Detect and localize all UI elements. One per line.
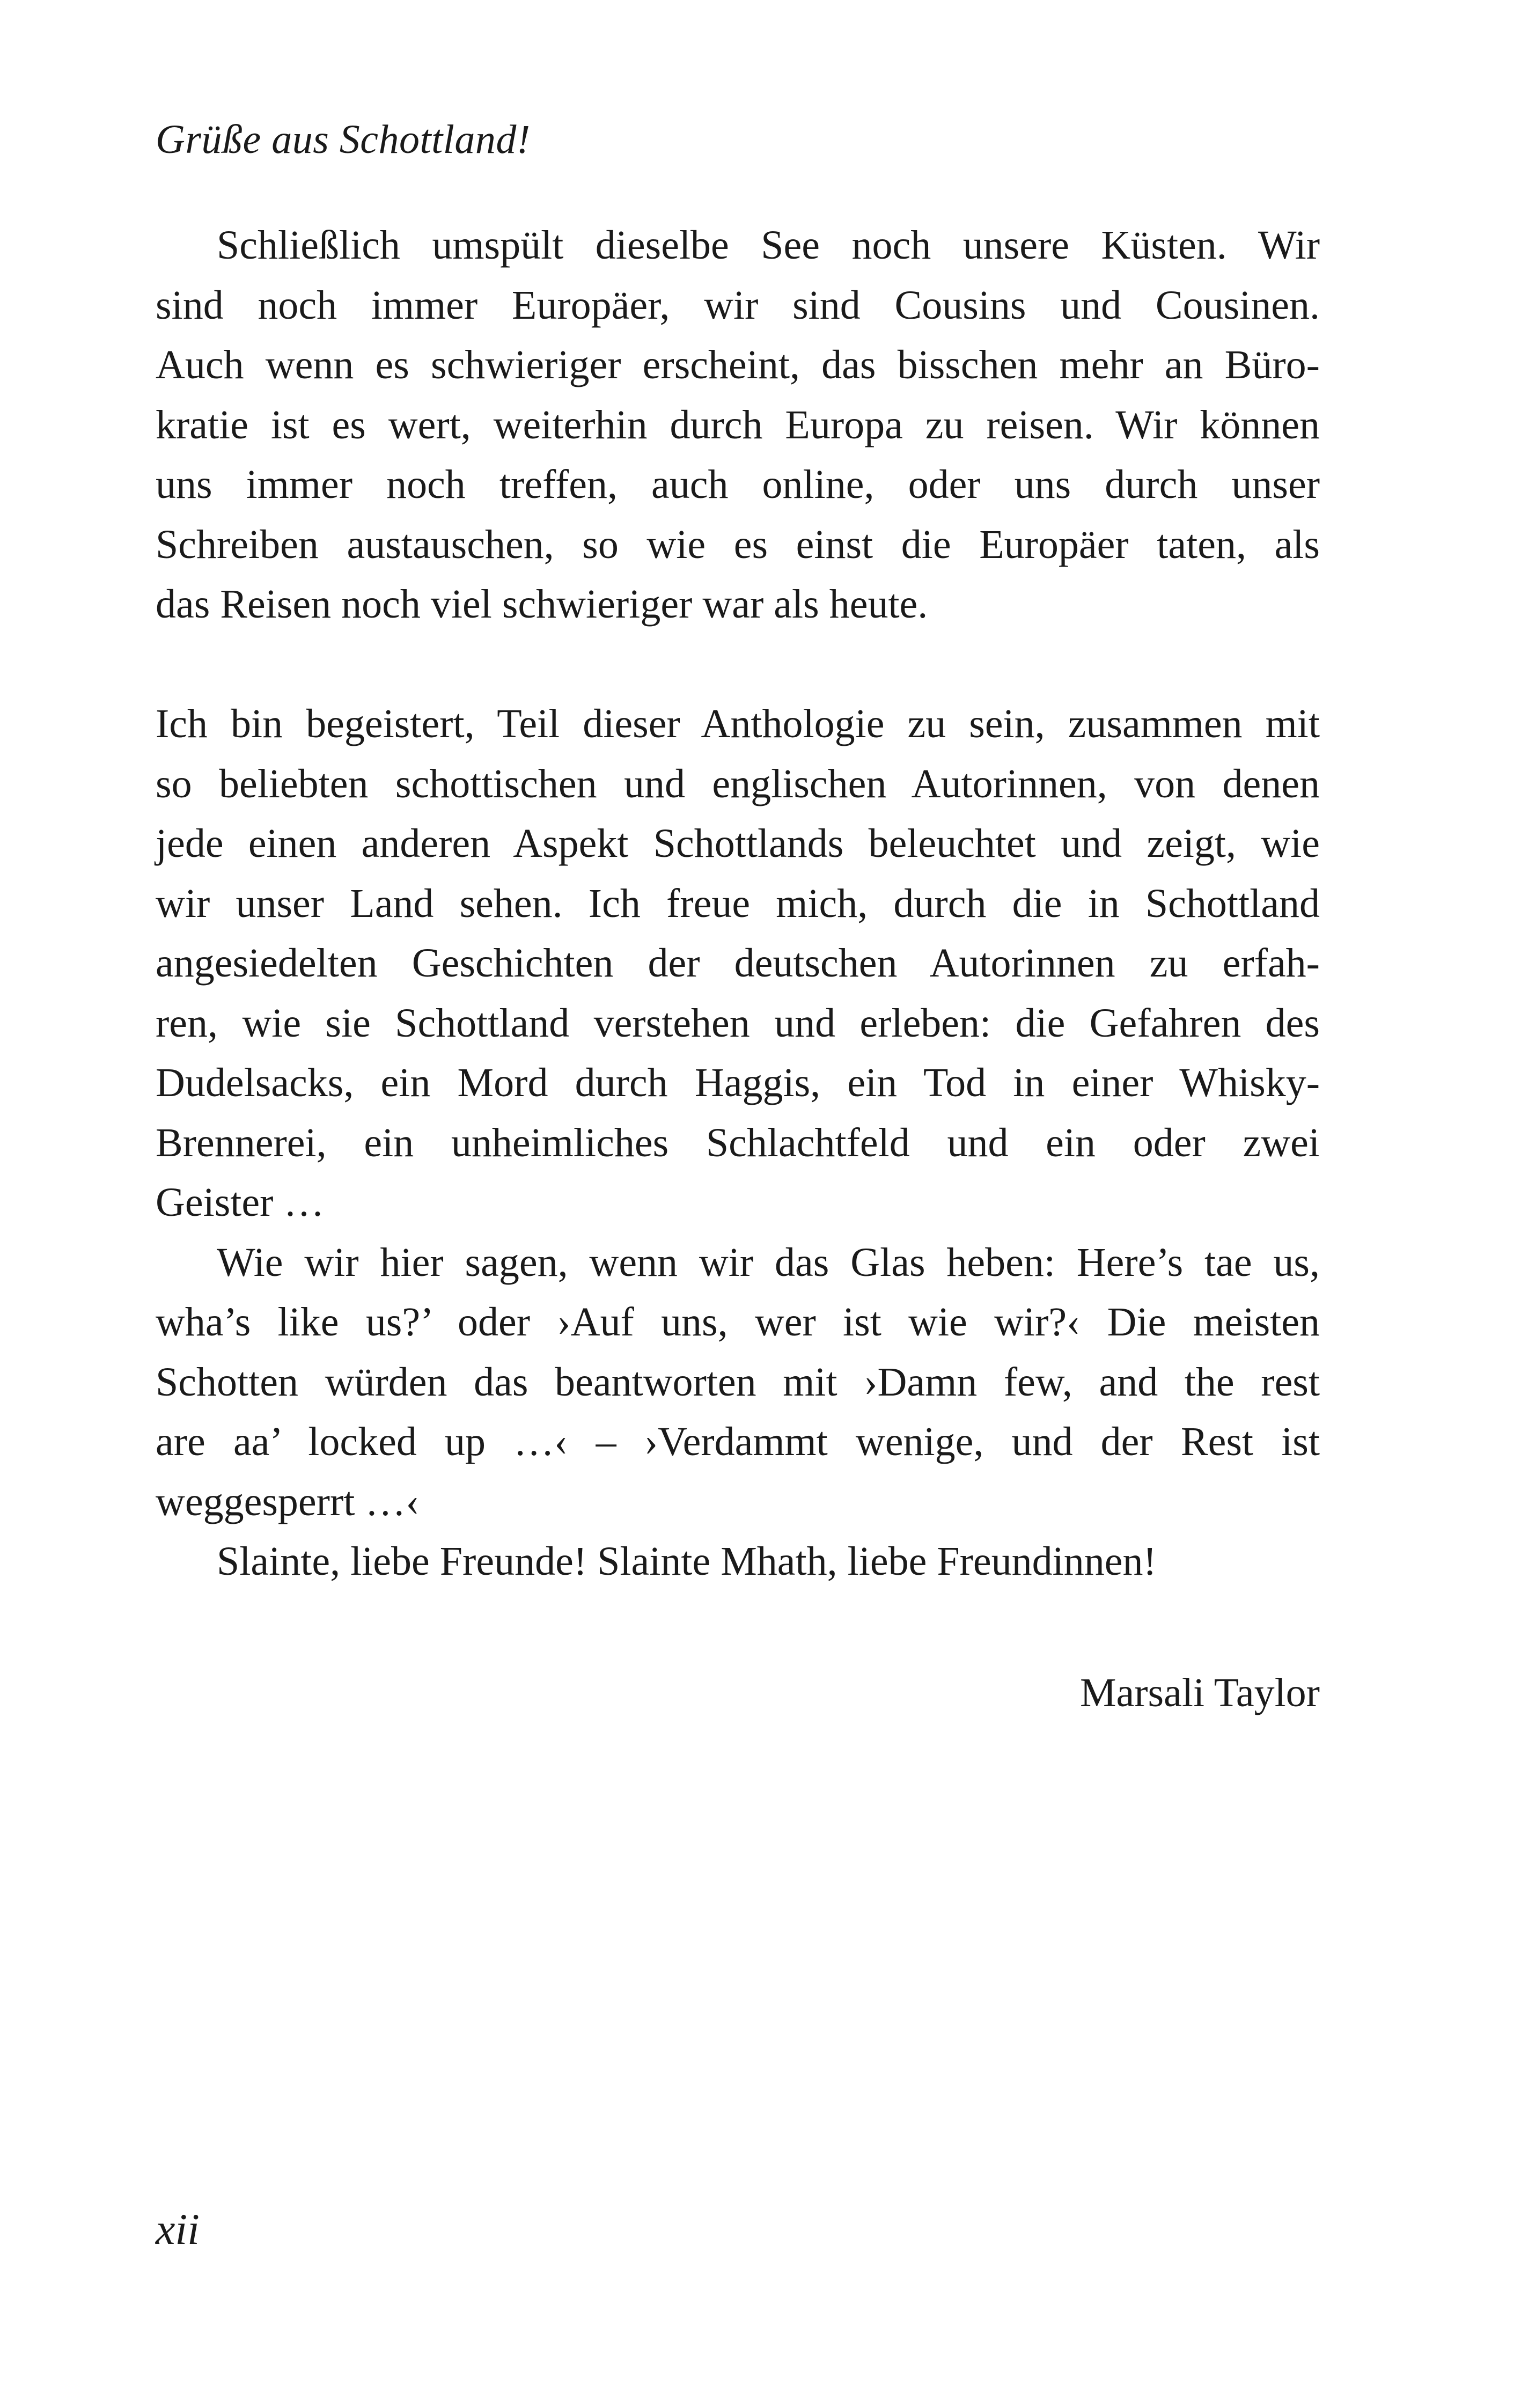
body-text <box>156 216 1320 1592</box>
text-line: wha’s like us?’ oder ›Auf uns, wer ist wie wir?‹ Die meisten <box>156 1300 1320 1345</box>
text-line: Brennerei, ein unheimliches Schlachtfeld und ein oder zwei <box>156 1120 1320 1165</box>
text-line: Auch wenn es schwieriger erscheint, das bisschen mehr an Büro- <box>156 342 1320 387</box>
text-line: das Reisen noch viel schwieriger war als heute. <box>156 582 928 627</box>
text-line: so beliebten schottischen und englischen Autorinnen, von denen <box>156 761 1320 806</box>
text-line: Wie wir hier sagen, wenn wir das Glas heben: Here’s tae us, <box>217 1239 1320 1285</box>
text-line: wir unser Land sehen. Ich freue mich, durch die in Schottland <box>156 880 1320 926</box>
page-number: xii <box>156 2205 200 2253</box>
text-line: Geister … <box>156 1180 325 1225</box>
text-line: angesiedelten Geschichten der deutschen Autorinnen zu erfah- <box>156 941 1320 986</box>
text-line: weggesperrt …‹ <box>156 1479 420 1524</box>
text-line: Schreiben austauschen, so wie es einst die Europäer taten, als <box>156 522 1320 567</box>
text-line: are aa’ locked up …‹ – ›Verdammt wenige, und der Rest ist <box>156 1419 1320 1464</box>
text-line: jede einen anderen Aspekt Schottlands beleuchtet und zeigt, wie <box>156 821 1320 866</box>
text-line: Dudelsacks, ein Mord durch Haggis, ein Tod in einer Whisky- <box>156 1060 1320 1105</box>
paragraph-4 <box>156 1532 1320 1592</box>
paragraph-1 <box>156 216 1320 635</box>
text-line: sind noch immer Europäer, wir sind Cousins und Cousinen. <box>156 282 1320 328</box>
text-line: kratie ist es wert, weiterhin durch Europa zu reisen. Wir können <box>156 402 1320 447</box>
text-line: Schotten würden das beantworten mit ›Damn few, and the rest <box>156 1359 1320 1405</box>
paragraph-3 <box>156 1233 1320 1532</box>
paragraph-gap <box>156 635 1320 695</box>
text-line: Slainte, liebe Freunde! Slainte Mhath, liebe Freundinnen! <box>217 1539 1157 1584</box>
text-line: uns immer noch treffen, auch online, oder uns durch unser <box>156 462 1320 507</box>
text-line: ren, wie sie Schottland verstehen und erleben: die Gefahren des <box>156 1000 1320 1046</box>
text-line: Schließlich umspült dieselbe See noch unsere Küsten. Wir <box>217 223 1320 268</box>
paragraph-2 <box>156 694 1320 1233</box>
running-head: Grüße aus Schottland! <box>156 117 531 162</box>
author-signature: Marsali Taylor <box>1079 1670 1320 1715</box>
text-line: Ich bin begeistert, Teil dieser Anthologie zu sein, zusammen mit <box>156 701 1320 746</box>
